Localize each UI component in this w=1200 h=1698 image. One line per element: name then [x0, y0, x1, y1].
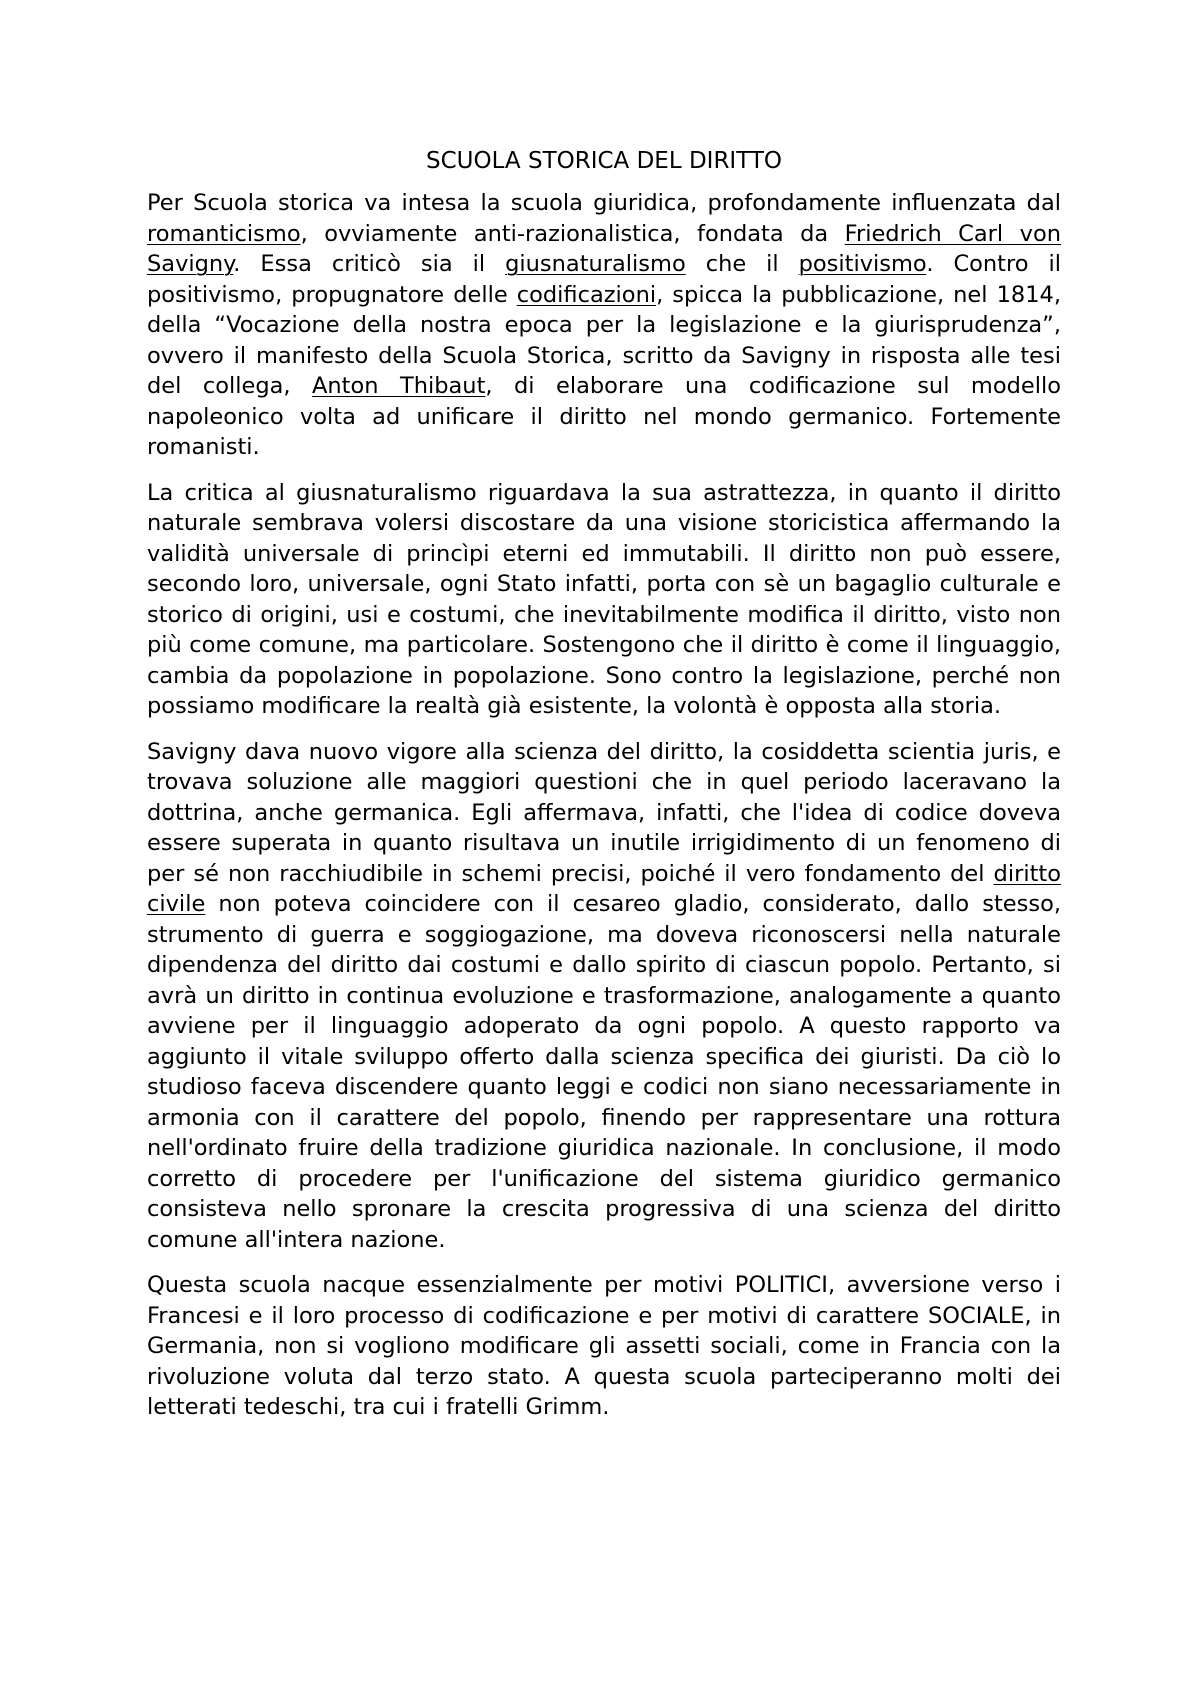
document-title: SCUOLA STORICA DEL DIRITTO	[425, 148, 783, 174]
document-page	[147, 146, 1061, 1438]
paragraph-2: La critica al giusnaturalismo riguardava la sua astrattezza, in quanto il diritto naturale sembrava volersi discostare da una visione storicistica affermando la validità universale di princìpi eterni ed immutabili. Il diritto non può essere, secondo loro, universale, ogni Stato infatti, porta con sè un bagaglio culturale e storico di origini, usi e costumi, che inevitabilmente modifica il diritto, visto non più come comune, ma particolare. Sostengono che il diritto è come il linguaggio, cambia da popolazione in popolazione. Sono contro la legislazione, perché non possiamo modificare la realtà già esistente, la volontà è opposta alla storia.	[147, 479, 1061, 719]
paragraph-3	[147, 737, 1061, 1256]
paragraph-1-text: . Contro il positivismo, propugnatore delle	[147, 251, 1061, 308]
paragraph-1	[147, 188, 1061, 463]
paragraph-1-text: . Essa criticò sia il	[233, 251, 506, 277]
paragraph-1-text: che il	[685, 251, 799, 277]
paragraph-1-text: , spicca la pubblicazione, nel 1814, della “Vocazione della nostra epoca per la legislazione e la giurisprudenza”, ovvero il manifesto della Scuola Storica, scritto da Savigny in risposta alle tesi del collega,	[147, 281, 1061, 399]
paragraph-1-text: , di elaborare una codificazione sul modello napoleonico volta ad unificare il diritto nel mondo germanico. Fortemente romanisti.	[147, 373, 1061, 460]
paragraph-1-text: , ovviamente anti-razionalistica, fondata da	[300, 220, 845, 247]
paragraph-1-text: Per Scuola storica va intesa la scuola giuridica, profondamente influenzata dal	[147, 190, 1061, 216]
paragraph-3-text: non poteva coincidere con il cesareo gladio, considerato, dallo stesso, strumento di guerra e soggiogazione, ma doveva riconoscersi nella naturale dipendenza del diritto dai costumi e dallo spirito di ciascun popolo. Pertanto, si avrà un diritto in continua evoluzione e trasformazione, analogamente a quanto avviene per il linguaggio adoperato da ogni popolo. A questo rapporto va aggiunto il vitale sviluppo offerto dalla scienza specifica dei giuristi. Da ciò lo studioso faceva discendere quanto leggi e codici non siano necessariamente in armonia con il carattere del popolo, finendo per rappresentare una rottura nell'ordinato fruire della tradizione giuridica nazionale. In conclusione, il modo corretto di procedere per l'unificazione del sistema giuridico germanico consisteva nello spronare la crescita progressiva di una scienza del diritto comune all'intera nazione.	[147, 891, 1061, 1253]
link-positivismo[interactable]: positivismo	[798, 251, 927, 277]
link-anton-thibaut[interactable]: Anton Thibaut	[312, 373, 486, 399]
link-romanticismo[interactable]: romanticismo	[147, 220, 301, 247]
paragraph-4: Questa scuola nacque essenzialmente per motivi POLITICI, avversione verso i Francesi e il loro processo di codificazione e per motivi di carattere SOCIALE, in Germania, non si vogliono modificare gli assetti sociali, come in Francia con la rivoluzione voluta dal terzo stato. A questa scuola parteciperanno molti dei letterati tedeschi, tra cui i fratelli Grimm.	[147, 1272, 1061, 1420]
link-codificazioni[interactable]: codificazioni	[516, 281, 657, 308]
paragraph-3-text: Savigny dava nuovo vigore alla scienza del diritto, la cosiddetta scientia juris, e trovava soluzione alle maggiori questioni che in quel periodo laceravano la dottrina, anche germanica. Egli affermava, infatti, che l'idea di codice doveva essere superata in quanto risultava un inutile irrigidimento di un fenomeno di per sé non racchiudibile in schemi precisi, poiché il vero fondamento del	[147, 738, 1061, 887]
link-giusnaturalismo[interactable]: giusnaturalismo	[505, 251, 686, 277]
link-savigny[interactable]: Friedrich Carl von Savigny	[147, 220, 1061, 277]
link-diritto-civile[interactable]: diritto civile	[147, 860, 1061, 917]
